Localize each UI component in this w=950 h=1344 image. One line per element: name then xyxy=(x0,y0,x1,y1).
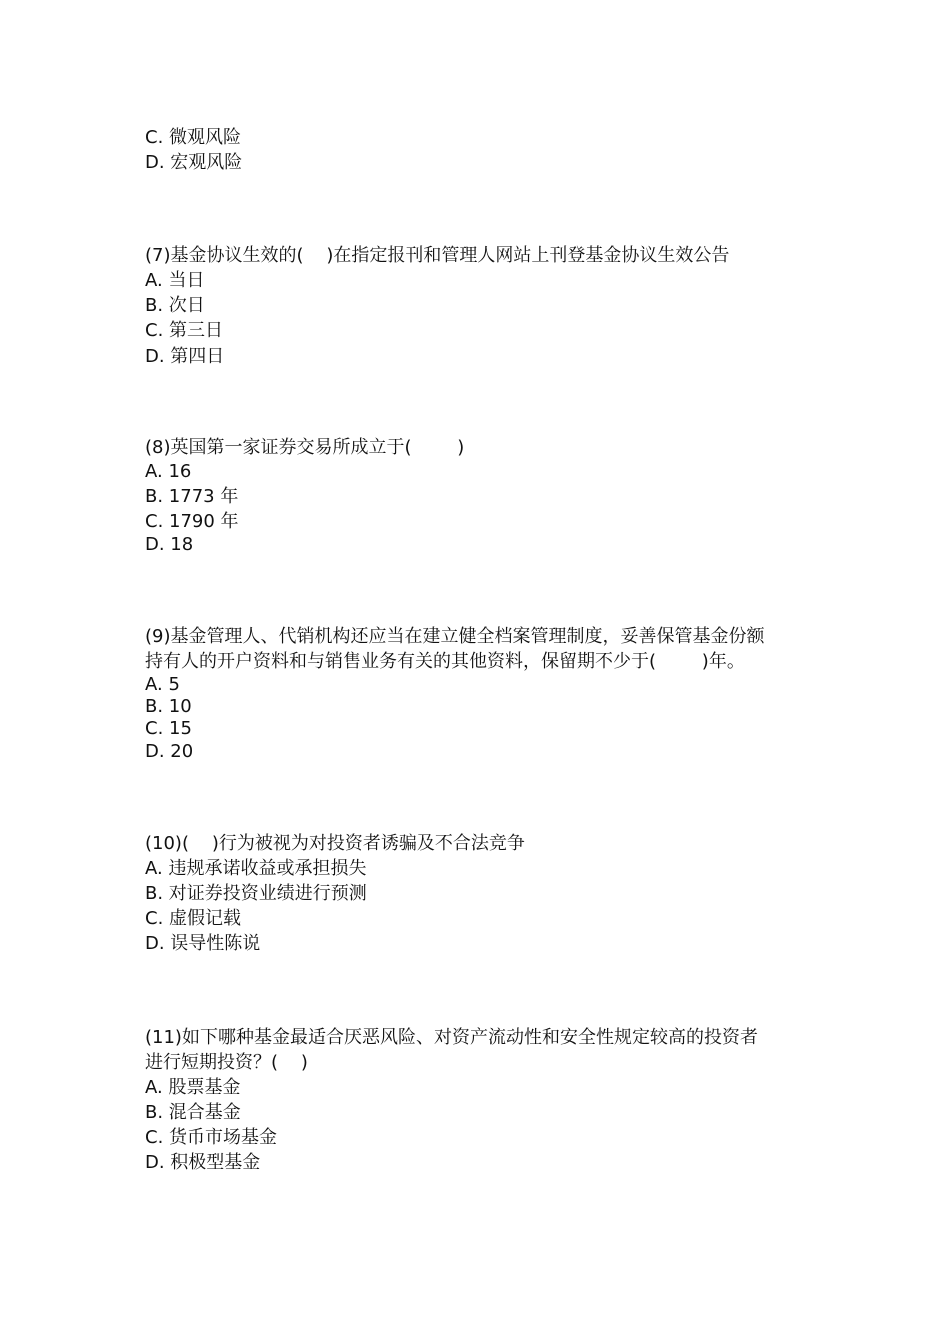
question-11-continued: 进行短期投资？( ) xyxy=(145,1052,308,1073)
option-9c: C. 15 xyxy=(145,718,192,739)
option-9a: A. 5 xyxy=(145,674,180,695)
option-11d: D. 积极型基金 xyxy=(145,1152,261,1173)
option-7a: A. 当日 xyxy=(145,270,205,291)
option-6c: C. 微观风险 xyxy=(145,127,242,148)
option-11b: B. 混合基金 xyxy=(145,1102,241,1123)
option-10a: A. 违规承诺收益或承担损失 xyxy=(145,858,367,879)
question-10: (10)( )行为被视为对投资者诱骗及不合法竞争 xyxy=(145,833,525,854)
option-8d: D. 18 xyxy=(145,534,194,555)
option-7d: D. 第四日 xyxy=(145,346,225,367)
option-8c: C. 1790 年 xyxy=(145,511,239,532)
option-10d: D. 误导性陈说 xyxy=(145,933,261,954)
option-10c: C. 虚假记载 xyxy=(145,908,242,929)
option-11a: A. 股票基金 xyxy=(145,1077,241,1098)
option-9b: B. 10 xyxy=(145,696,192,717)
question-9-continued: 持有人的开户资料和与销售业务有关的其他资料，保留期不少于( )年。 xyxy=(145,651,745,672)
question-11: (11)如下哪种基金最适合厌恶风险、对资产流动性和安全性规定较高的投资者 xyxy=(145,1027,758,1048)
option-9d: D. 20 xyxy=(145,741,194,762)
question-8: (8)英国第一家证券交易所成立于( ) xyxy=(145,437,465,458)
option-6d: D. 宏观风险 xyxy=(145,152,243,173)
question-7: (7)基金协议生效的( )在指定报刊和管理人网站上刊登基金协议生效公告 xyxy=(145,245,730,266)
option-10b: B. 对证券投资业绩进行预测 xyxy=(145,883,367,904)
option-11c: C. 货币市场基金 xyxy=(145,1127,278,1148)
option-8a: A. 16 xyxy=(145,461,192,482)
option-8b: B. 1773 年 xyxy=(145,486,239,507)
question-9: (9)基金管理人、代销机构还应当在建立健全档案管理制度，妥善保管基金份额 xyxy=(145,626,765,647)
option-7b: B. 次日 xyxy=(145,295,205,316)
option-7c: C. 第三日 xyxy=(145,320,224,341)
